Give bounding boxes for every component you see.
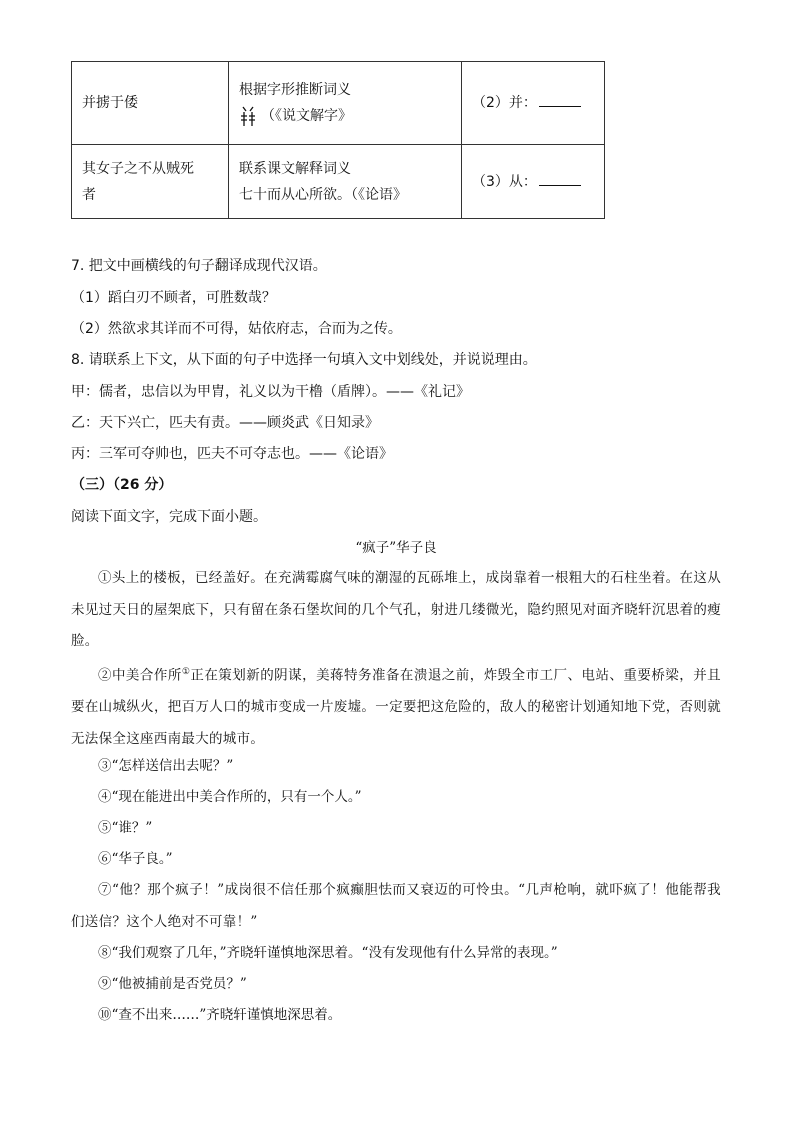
table-row xyxy=(72,145,605,219)
question-label: （2）并： xyxy=(472,95,537,111)
vocabulary-table xyxy=(71,61,605,219)
section-heading: （三）（26 分） xyxy=(71,477,173,493)
table-cell-sentence xyxy=(72,145,229,219)
source-line xyxy=(239,103,451,129)
table-cell-method xyxy=(229,62,462,145)
answer-blank[interactable] xyxy=(539,90,581,107)
question-label: （3）从： xyxy=(472,173,537,190)
paragraph-9: ⑨“他被捕前是否党员？” xyxy=(98,976,247,992)
sentence-text-continued: 者 xyxy=(82,186,96,203)
table-cell-question xyxy=(462,62,605,145)
table-row xyxy=(72,62,605,145)
paragraph-8: ⑧“我们观察了几年，”齐晓轩谨慎地深思着。“没有发现他有什么异常的表现。” xyxy=(98,945,558,961)
paragraph-1: ①头上的楼板，已经盖好。在充满霉腐气味的潮湿的瓦砾堆上，成岗靠着一根粗大的石柱坐着。在这从未见过天日的屋架底下，只有留在条石堡坎间的几个气孔，射进几缕微光，隐约照见对面齐晓轩沉思着的瘦脸。 xyxy=(71,570,721,649)
sentence-text: 并掳于倭 xyxy=(82,95,138,111)
paragraph-2-start: ②中美合作所 xyxy=(98,667,182,684)
method-text: 联系课文解释词义 xyxy=(239,160,351,177)
paragraph-5: ⑤“谁？” xyxy=(98,820,153,836)
source-text: （《说文解字》 xyxy=(261,108,352,124)
table-cell-sentence xyxy=(72,62,229,145)
paragraph-6: ⑥“华子良。” xyxy=(98,851,173,867)
question-8: 8. 请联系上下文，从下面的句子中选择一句填入文中划线处，并说说理由。 xyxy=(71,352,537,368)
source-text: 七十而从心所欲。（《论语》 xyxy=(239,186,407,203)
paragraph-10: ⑩“查不出来……”齐晓轩谨慎地深思着。 xyxy=(98,1007,342,1023)
sentence-text: 其女子之不从贼死 xyxy=(82,160,194,177)
paragraph-7: ⑦“他？那个疯子！”成岗很不信任那个疯癫胆怯而又衰迈的可怜虫。“几声枪响，就吓疯了！他能帮我们送信？这个人绝对不可靠！” xyxy=(71,882,721,930)
question-7-1: （1）蹈白刃不顾者，可胜数哉？ xyxy=(71,290,276,306)
option-c: 丙：三军可夺帅也，匹夫不可夺志也。——《论语》 xyxy=(71,446,393,462)
footnote-marker[interactable]: ① xyxy=(181,667,191,677)
passage-title: “疯子”华子良 xyxy=(355,540,437,556)
section-instruction: 阅读下面文字，完成下面小题。 xyxy=(71,509,267,525)
question-7: 7. 把文中画横线的句子翻译成现代汉语。 xyxy=(71,258,327,274)
answer-blank[interactable] xyxy=(539,169,581,186)
method-text: 根据字形推断词义 xyxy=(239,82,351,98)
option-b: 乙：天下兴亡，匹夫有责。——顾炎武《日知录》 xyxy=(71,415,379,431)
paragraph-2-rest: 正在策划新的阴谋，美蒋特务准备在溃退之前，炸毁全市工厂、电站、重要桥梁，并且要在山城纵火，把百万人口的城市变成一片废墟。一定要把这危险的，敌人的秘密计划通知地下党，否则就无法保全这座西南最大的城市。 xyxy=(71,667,721,747)
option-a: 甲：儒者，忠信以为甲胄，礼义以为干橹（盾牌）。——《礼记》 xyxy=(71,384,470,400)
paragraph-4: ④“现在能进出中美合作所的，只有一个人。” xyxy=(98,789,362,805)
table-cell-method xyxy=(229,145,462,219)
table-cell-question xyxy=(462,145,605,219)
paragraph-2 xyxy=(71,657,721,755)
paragraph-3: ③“怎样送信出去呢？” xyxy=(98,758,234,774)
bing-seal-script-glyph-icon xyxy=(239,104,257,128)
question-7-2: （2）然欲求其详而不可得，姑依府志，合而为之传。 xyxy=(71,321,402,337)
